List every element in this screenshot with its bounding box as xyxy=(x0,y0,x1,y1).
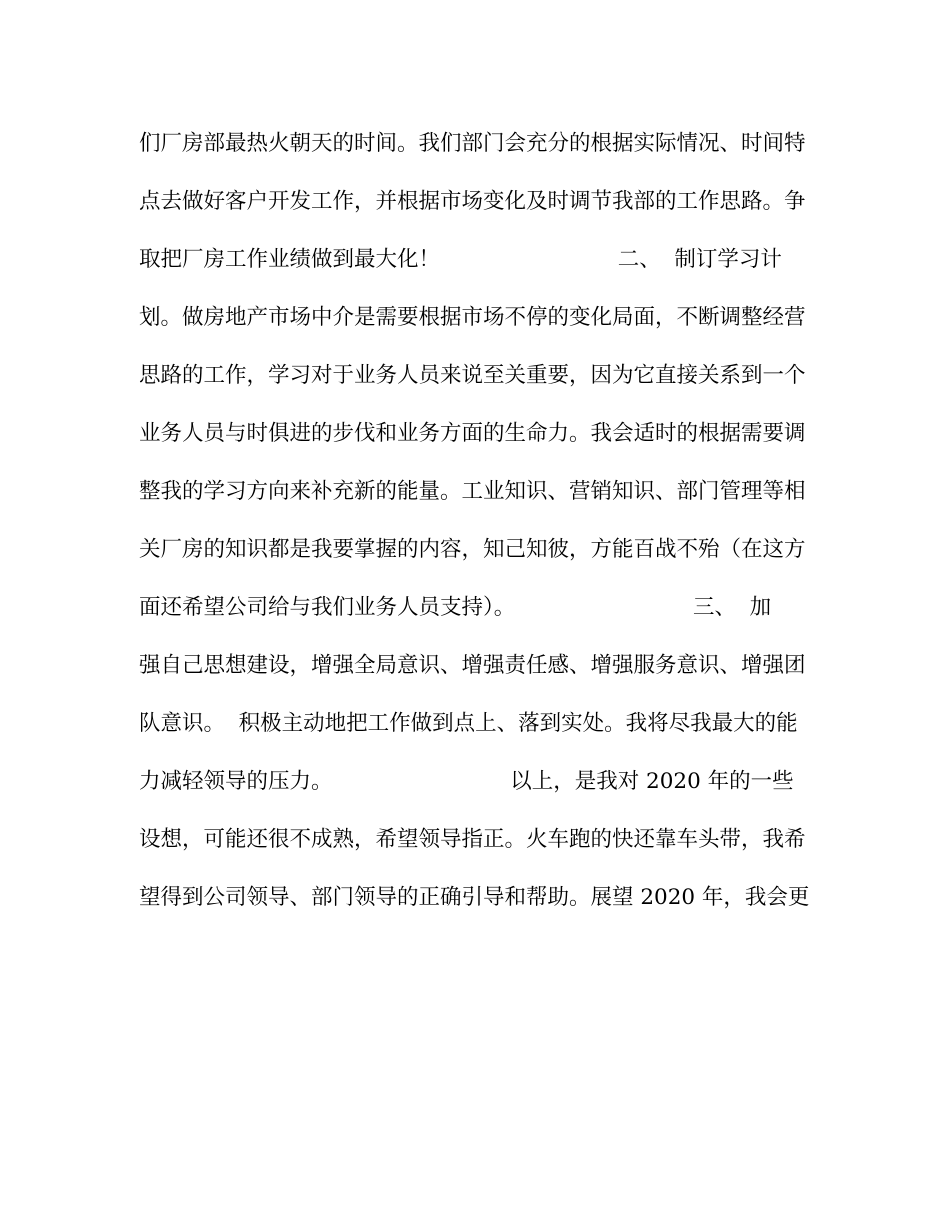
text-line-7: 整我的学习方向来补充新的能量。工业知识、营销知识、部门管理等相 xyxy=(139,479,806,504)
text-line-1: 们厂房部最热火朝天的时间。我们部门会充分的根据实际情况、时间特 xyxy=(139,131,806,156)
text-line-6: 业务人员与时俱进的步伐和业务方面的生命力。我会适时的根据需要调 xyxy=(139,421,806,446)
text-line-9: 面还希望公司给与我们业务人员支持）。 三、 加 xyxy=(139,595,772,620)
text-line-5: 思路的工作，学习对于业务人员来说至关重要，因为它直接关系到一个 xyxy=(139,363,806,388)
text-line-2: 点去做好客户开发工作，并根据市场变化及时调节我部的工作思路。争 xyxy=(139,189,806,214)
text-line-8: 关厂房的知识都是我要掌握的内容，知己知彼，方能百战不殆（在这方 xyxy=(139,537,806,562)
text-line-3: 取把厂房工作业绩做到最大化！ 二、 制订学习计 xyxy=(139,247,782,272)
body-text xyxy=(139,124,819,936)
text-line-10: 强自己思想建设，增强全局意识、增强责任感、增强服务意识、增强团 xyxy=(139,653,806,678)
text-line-4: 划。做房地产市场中介是需要根据市场不停的变化局面，不断调整经营 xyxy=(139,305,806,330)
text-line-12: 力减轻领导的压力。 以上，是我对 2020 年的一些 xyxy=(139,769,794,794)
text-line-11: 队意识。 积极主动地把工作做到点上、落到实处。我将尽我最大的能 xyxy=(139,711,798,736)
text-line-13: 设想，可能还很不成熟，希望领导指正。火车跑的快还靠车头带，我希 xyxy=(139,827,806,852)
text-line-14: 望得到公司领导、部门领导的正确引导和帮助。展望 2020 年，我会更 xyxy=(139,885,810,910)
